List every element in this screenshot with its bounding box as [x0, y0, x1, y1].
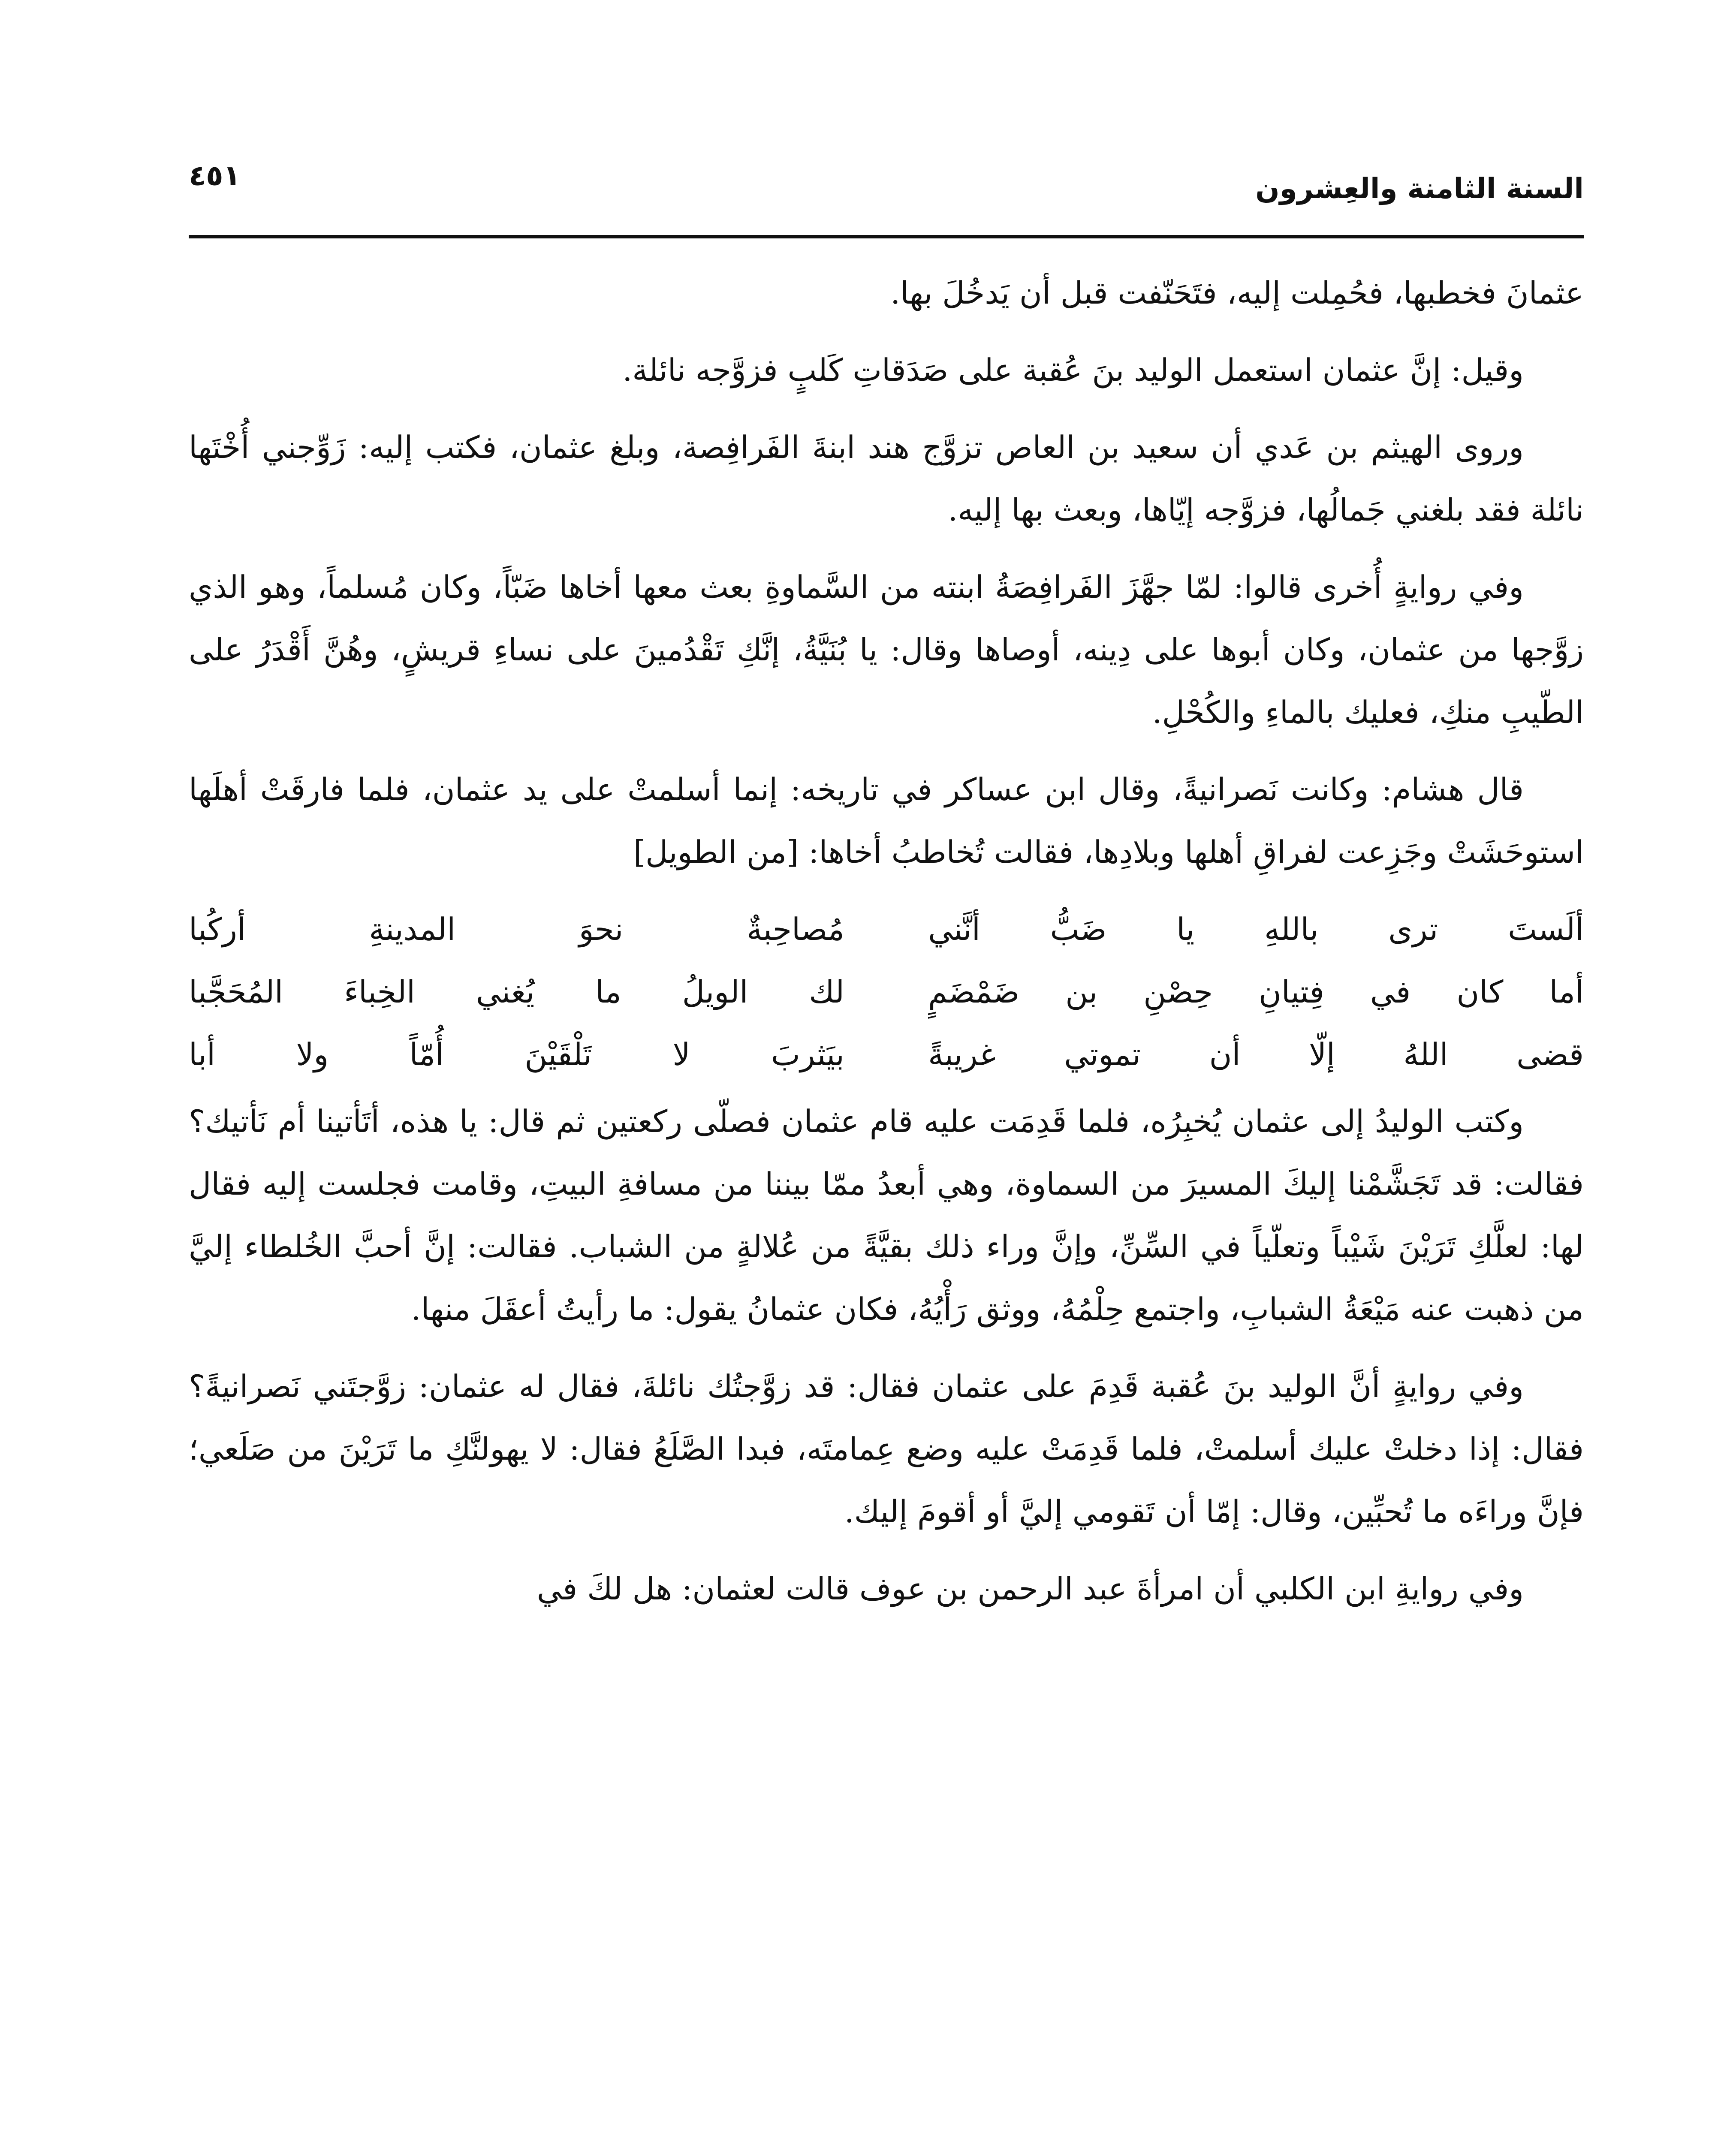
poem	[189, 898, 1584, 1086]
verse-first-hemistich: قضى اللهُ إلّا أن تموتي غريبةً	[928, 1036, 1584, 1072]
verse-second-hemistich: بيَثربَ لا تَلْقَيْنَ أُمّاً ولا أبا	[189, 1036, 844, 1072]
paragraph-5: قال هشام: وكانت نَصرانيةً، وقال ابن عساكر في تاريخه: إنما أسلمتْ على يد عثمان، فلما فارقَتْ أهلَها استوحَشَتْ وجَزِعت لفراقِ أهلها وبلادِها، فقالت تُخاطبُ أخاها: [من الطويل]	[189, 771, 1584, 870]
verse-second-hemistich: مُصاحِبةٌ نحوَ المدينةِ أركُبا	[189, 911, 844, 947]
verse-first-hemistich: ألَستَ ترى باللهِ يا ضَبُّ أنَّني	[928, 911, 1584, 947]
paragraph-4: وفي روايةٍ أُخرى قالوا: لمّا جهَّزَ الفَرافِصَةُ ابنته من السَّماوةِ بعث معها أخاها ضَبّاً، وكان مُسلماً، وهو الذي زوَّجها من عثمان، وكان أبوها على دِينه، أوصاها وقال: يا بُنَيَّةُ، إنَّكِ تَقْدُمينَ على نساءِ قريشٍ، وهُنَّ أَقْدَرُ على الطّيبِ منكِ، فعليك بالماءِ والكُحْلِ.	[189, 569, 1584, 730]
poem-verse	[189, 898, 1584, 961]
page-number: ٤٥١	[189, 159, 241, 192]
header-rule	[189, 235, 1584, 238]
verse-first-hemistich: أما كان في فِتيانِ حِصْنِ بن ضَمْضَمٍ	[928, 974, 1584, 1010]
paragraph-7: وفي روايةٍ أنَّ الوليد بنَ عُقبة قَدِمَ على عثمان فقال: قد زوَّجتُك نائلةَ، فقال له عثمان: زوَّجتَني نَصرانيةً؟ فقال: إذا دخلتْ عليك أسلمتْ، فلما قَدِمَتْ عليه وضع عِمامتَه، فبدا الصَّلَعُ فقال: لا يهولنَّكِ ما تَرَيْنَ من صَلَعي؛ فإنَّ وراءَه ما تُحبِّين، وقال: إمّا أن تَقومي إليَّ أو أقومَ إليك.	[189, 1368, 1584, 1530]
page-body	[189, 262, 1584, 1620]
paragraph-8: وفي روايةِ ابن الكلبي أن امرأةَ عبد الرحمن بن عوف قالت لعثمان: هل لكَ في	[536, 1571, 1524, 1607]
paragraph-6: وكتب الوليدُ إلى عثمان يُخبِرُه، فلما قَدِمَت عليه قام عثمان فصلّى ركعتين ثم قال: يا هذه، أتَأتينا أم نَأتيك؟ فقالت: قد تَجَشَّمْنا إليكَ المسيرَ من السماوة، وهي أبعدُ ممّا بيننا من مسافةِ البيتِ، وقامت فجلست إليه فقال لها: لعلَّكِ تَرَيْنَ شَيْباً وتعلّياً في السِّنِّ، وإنَّ وراء ذلك بقيَّةً من عُلالةٍ من الشباب. فقالت: إنَّ أحبَّ الخُلطاء إليَّ من ذهبت عنه مَيْعَةُ الشبابِ، واجتمع حِلْمُهُ، ووثق رَأْيُهُ، فكان عثمانُ يقول: ما رأيتُ أعقَلَ منها.	[189, 1103, 1584, 1327]
verse-second-hemistich: لك الويلُ ما يُغني الخِباءَ المُحَجَّبا	[189, 974, 844, 1010]
paragraph-2: وقيل: إنَّ عثمان استعمل الوليد بنَ عُقبة على صَدَقاتِ كَلبٍ فزوَّجه نائلة.	[622, 352, 1524, 388]
running-header	[189, 152, 1584, 212]
running-title: السنة الثامنة والعِشرون	[1255, 172, 1584, 205]
poem-verse	[189, 961, 1584, 1023]
paragraph-3: وروى الهيثم بن عَدي أن سعيد بن العاص تزوَّج هند ابنةَ الفَرافِصة، وبلغ عثمان، فكتب إليه: زَوِّجني أُخْتَها نائلة فقد بلغني جَمالُها، فزوَّجه إيّاها، وبعث بها إليه.	[189, 429, 1584, 528]
poem-verse	[189, 1023, 1584, 1086]
paragraph-1: عثمانَ فخطبها، فحُمِلت إليه، فتَحَنّفت قبل أن يَدخُلَ بها.	[890, 275, 1584, 311]
